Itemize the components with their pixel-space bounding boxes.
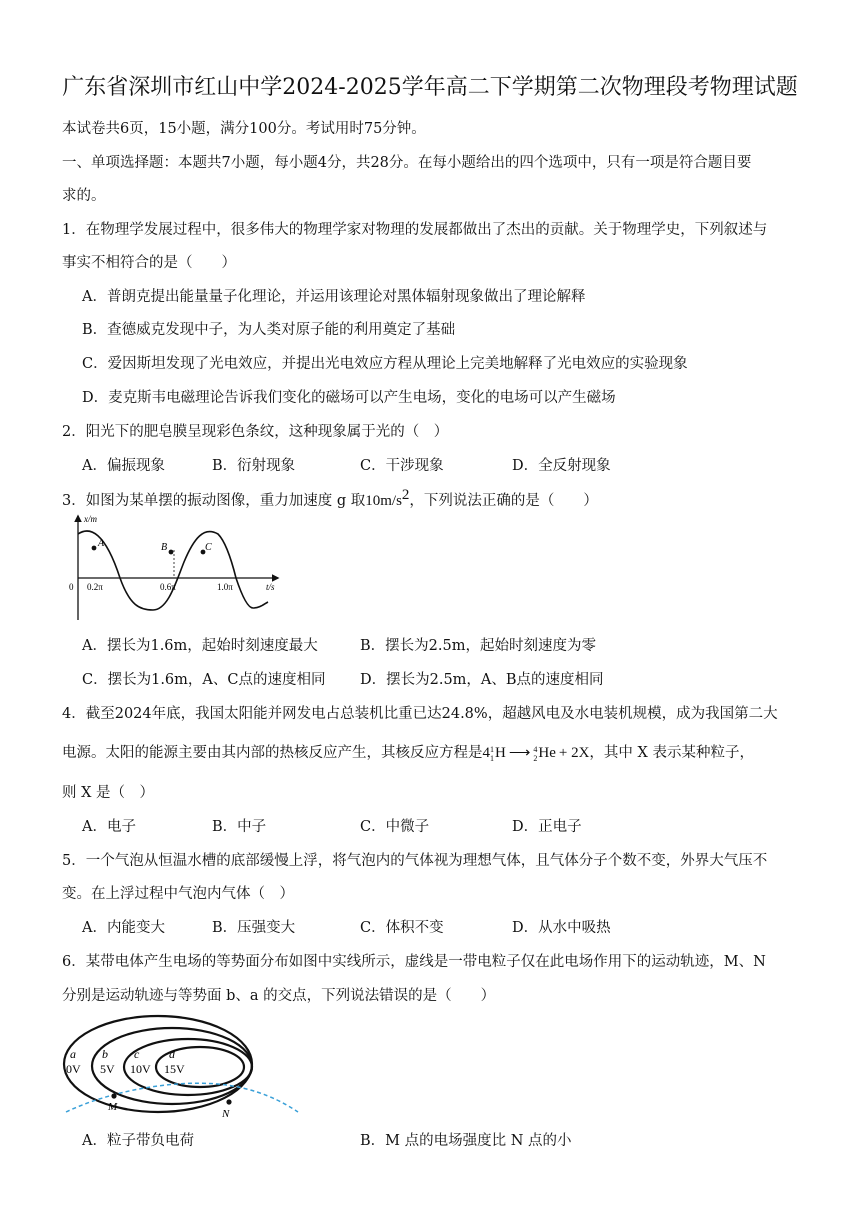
graph-tick-2: 0.6π (160, 582, 176, 592)
q2-option-d: D．全反射现象 (512, 458, 611, 474)
q4-stem-line2 (62, 741, 754, 763)
graph-point-b (169, 550, 174, 555)
q4-option-a: A．电子 (82, 819, 136, 835)
eq-tail: + 2X (558, 745, 590, 761)
eq-arrow: ⟶ (508, 745, 531, 761)
q5-option-b: B．压强变大 (212, 920, 296, 936)
surface-c-letter: c (134, 1047, 140, 1061)
exam-title: 广东省深圳市红山中学2024-2025学年高二下学期第二次物理段考物理试题 (62, 75, 798, 100)
surface-d-volt: 15V (164, 1062, 185, 1076)
q1-stem-line1: 1．在物理学发展过程中，很多伟大的物理学家对物理的发展都做出了杰出的贡献。关于物理学史，下列叙述与 (62, 222, 768, 238)
q6-option-b: B．M 点的电场强度比 N 点的小 (360, 1133, 572, 1149)
nuclear-equation (483, 745, 590, 761)
q1-option-a: A．普朗克提出能量量子化理论，并运用该理论对黑体辐射现象做出了理论解释 (82, 289, 586, 305)
q6-option-a: A．粒子带负电荷 (82, 1133, 194, 1149)
q3-option-a: A．摆长为1.6m，起始时刻速度最大 (82, 638, 318, 654)
q6-stem-line1: 6．某带电体产生电场的等势面分布如图中实线所示，虚线是一带电粒子仅在此电场作用下的运动轨迹，M、N (62, 954, 766, 970)
surface-c-volt: 10V (130, 1062, 151, 1076)
eq-h-mass: 1 (490, 744, 494, 754)
surface-b-volt: 5V (100, 1062, 115, 1076)
surface-d-letter: d (169, 1047, 175, 1061)
exam-intro: 本试卷共6页，15小题，满分100分。考试用时75分钟。 (62, 121, 426, 137)
q5-option-a: A．内能变大 (82, 920, 165, 936)
q2-option-a: A．偏振现象 (82, 458, 165, 474)
section1-line1: 一、单项选择题：本题共7小题，每小题4分，共28分。在每小题给出的四个选项中，只有一项是符合题目要 (62, 155, 752, 171)
q1-option-d: D．麦克斯韦电磁理论告诉我们变化的磁场可以产生电场，变化的电场可以产生磁场 (82, 390, 616, 406)
q5-option-c: C．体积不变 (360, 920, 444, 936)
point-n (226, 1099, 231, 1104)
q6-equipotential-figure (58, 1010, 308, 1120)
q3-stem (62, 487, 598, 510)
q1-stem-line2: 事实不相符合的是（ ） (62, 255, 236, 271)
graph-point-a (92, 546, 97, 551)
q1-option-c: C．爱因斯坦发现了光电效应，并提出光电效应方程从理论上完美地解释了光电效应的实验现象 (82, 356, 688, 372)
eq-he-mass: 4 (533, 744, 538, 754)
eq-he-number: 2 (533, 753, 538, 763)
q1-option-b: B．查德威克发现中子，为人类对原子能的利用奠定了基础 (82, 322, 456, 338)
surface-a-volt: 0V (66, 1062, 81, 1076)
q3-vibration-graph (60, 512, 280, 627)
graph-label-b: B (161, 542, 168, 553)
q5-stem-line2: 变。在上浮过程中气泡内气体（ ） (62, 886, 294, 902)
q2-stem: 2．阳光下的肥皂膜呈现彩色条纹，这种现象属于光的（ ） (62, 424, 449, 440)
graph-origin: 0 (69, 582, 74, 592)
graph-label-c: C (205, 542, 212, 553)
graph-curve (78, 531, 268, 610)
q3-stem-post: ，下列说法正确的是（ ） (409, 492, 598, 509)
q4-stem-line3: 则 X 是（ ） (62, 785, 155, 801)
q3-stem-sup: 2 (401, 487, 410, 503)
q6-stem-line2: 分别是运动轨迹与等势面 b、a 的交点，下列说法错误的是（ ） (62, 988, 496, 1004)
graph-tick-1: 0.2π (87, 582, 103, 592)
graph-y-label: x/m (84, 514, 97, 524)
surface-b-letter: b (102, 1047, 108, 1061)
eq-h-number: 1 (490, 753, 494, 763)
label-m: M (108, 1101, 118, 1113)
eq-he-symbol: He (538, 745, 556, 761)
label-n: N (222, 1108, 230, 1120)
q2-option-c: C．干涉现象 (360, 458, 444, 474)
q3-option-b: B．摆长为2.5m，起始时刻速度为零 (360, 638, 596, 654)
point-m (111, 1093, 116, 1098)
q4-stem-line1: 4．截至2024年底，我国太阳能并网发电占总装机比重已达24.8%，超越风电及水电装机规模，成为我国第二大 (62, 706, 778, 722)
graph-label-a: A (98, 538, 105, 549)
particle-trajectory (66, 1083, 298, 1112)
q4-option-c: C．中微子 (360, 819, 430, 835)
section1-line2: 求的。 (62, 188, 106, 204)
graph-tick-3: 1.0π (217, 582, 233, 592)
q5-option-d: D．从水中吸热 (512, 920, 611, 936)
eq-coefficient: 4 (482, 745, 490, 761)
q3-option-d: D．摆长为2.5m，A、B点的速度相同 (360, 672, 604, 688)
q3-option-c: C．摆长为1.6m，A、C点的速度相同 (82, 672, 326, 688)
q5-stem-line1: 5．一个气泡从恒温水槽的底部缓慢上浮，将气泡内的气体视为理想气体，且气体分子个数不变，外界大气压不 (62, 853, 768, 869)
q3-stem-value: 10m/s (365, 492, 402, 509)
surface-a-letter: a (70, 1047, 76, 1061)
graph-x-label: t/s (266, 582, 275, 592)
q2-option-b: B．衍射现象 (212, 458, 296, 474)
q4-stem-line2-post: ，其中 X 表示某种粒子， (589, 745, 754, 761)
q4-stem-line2-pre: 电源。太阳的能源主要由其内部的热核反应产生，其核反应方程是 (62, 745, 483, 761)
eq-h-symbol: H (495, 745, 506, 761)
q3-stem-pre: 3．如图为某单摆的振动图像，重力加速度 g 取 (62, 492, 366, 509)
q4-option-d: D．正电子 (512, 819, 582, 835)
q4-option-b: B．中子 (212, 819, 267, 835)
